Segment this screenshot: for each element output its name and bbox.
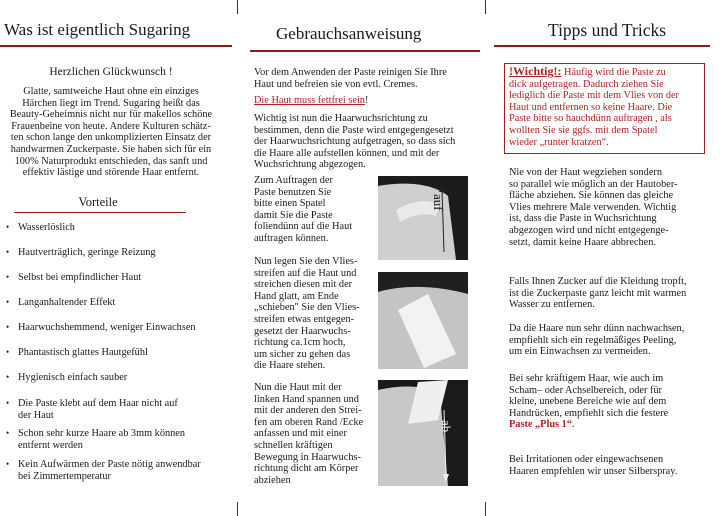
step-line: streichen diesen mit der: [254, 279, 353, 291]
photo-apply-paste: [378, 176, 468, 260]
advantage-text: • Langanhaltender Effekt: [18, 297, 116, 308]
tip-line: empfiehlt sich ein regelmäßiges Peeling,: [509, 334, 677, 346]
step-line: Hand glatt, am Ende: [254, 290, 339, 302]
tip-line: fläche abziehen. Sie können das gleiche: [509, 190, 674, 202]
direction-label-ab: ab: [439, 420, 454, 433]
important-line: Haut und entfernen so keine Haare. Die: [509, 101, 673, 113]
instruction-line: der Haarwuchsrichtung aufgetragen, so dass sich: [254, 136, 456, 148]
photo-place-strip: [378, 272, 468, 369]
tip-line: Handrücken, empfiehlt sich die festere: [509, 407, 669, 419]
col2-title-rule: [250, 50, 480, 52]
step-line: linken Hand spannen und: [254, 393, 359, 405]
tip-line: abgezogen wird und nicht entgegenge-: [509, 224, 669, 236]
product-name: Paste „Plus 1“: [509, 419, 572, 431]
instruction-line: bestimmen, denn die Paste wird entgegengesetzt: [254, 124, 454, 136]
intro-line: Beauty-Geheimnis nicht nur für makellos schöne: [9, 109, 213, 121]
advantage-item: [6, 372, 206, 384]
step-line: gesetzt der Haarwuchs-: [254, 325, 351, 337]
advantage-item: [6, 247, 206, 259]
step-line: schnellen kräftigen: [254, 439, 333, 451]
step-line: fen am oberen Rand /Ecke: [254, 416, 364, 428]
fold-mark: [237, 0, 238, 14]
advantage-text: • Phantastisch glattes Hautgefühl: [18, 347, 148, 358]
column-tips: [490, 0, 720, 516]
important-line-text: Häufig wird die Paste zu: [561, 67, 666, 78]
step-line: richtung ca.1cm hoch,: [254, 337, 346, 349]
important-line: wollten Sie sie ggfs. mit dem Spatel: [509, 124, 658, 136]
col3-title: Tipps und Tricks: [548, 20, 667, 40]
intro-line: ten schon lange den unkomplizierten Einsatz der: [10, 132, 212, 144]
step-line: bitte einen Spatel: [254, 198, 326, 210]
fold-mark: [485, 0, 486, 14]
step-line: damit Sie die Paste: [254, 209, 333, 221]
advantage-item: [6, 297, 206, 309]
advantage-text: • Wasserlöslich: [18, 222, 75, 233]
advantages-rule: [14, 212, 186, 213]
tip-line: ist die Zuckerpaste ganz leicht mit warmen: [509, 287, 687, 299]
step-line: Bewegung in Haarwuchs-: [254, 451, 361, 463]
tip-line: Da die Haare nun sehr dünn nachwachsen,: [509, 323, 685, 334]
photo-pull-strip: [378, 380, 468, 486]
column-intro: [0, 0, 232, 516]
important-line: Paste bitte so hauchdünn auftragen , als: [509, 113, 672, 125]
intro-line: handwarmen Zuckerpaste. Sie haben sich für ein: [10, 143, 212, 155]
tip-line: Falls Ihnen Zucker auf die Kleidung tropft,: [509, 276, 687, 287]
fold-mark: [237, 502, 238, 516]
tip-line: Scham– oder Achselbereich, oder für: [509, 384, 662, 396]
step-line: die Haare stehen.: [254, 360, 326, 372]
instruction-line: die Haare alle aufstellen können, und mit der: [254, 147, 440, 159]
step-line: auftragen können.: [254, 232, 329, 244]
greeting: Herzlichen Glückwunsch !: [49, 66, 173, 78]
advantage-text: • Schon sehr kurze Haare ab 3mm können: [18, 428, 185, 439]
advantage-text: • Haarwuchshemmend, weniger Einwachsen: [18, 322, 196, 333]
strip-photo-image: [378, 272, 468, 369]
advantage-text: entfernt werden: [18, 439, 83, 451]
col1-title: Was ist eigentlich Sugaring: [4, 20, 191, 39]
step3-text: [254, 382, 380, 486]
step-line: abziehen: [254, 474, 291, 486]
intro-line: Frauenbeine von heute. Andere Kulturen schätz-: [11, 120, 211, 132]
advantage-text: • Selbst bei empfindlicher Haut: [18, 272, 142, 283]
tip-line: setzt, damit keine Haare abbrechen.: [509, 236, 656, 248]
tip-line: Nie von der Haut wegziehen sondern: [509, 167, 662, 178]
tip-line: Vlies mehrere Male verwenden. Wichtig: [509, 201, 677, 213]
important-line: wieder „runter kratzen“.: [509, 136, 609, 148]
step-line: richtung dicht am Körper: [254, 463, 359, 475]
important-line: lediglich die Paste mit dem Vlies von der: [509, 90, 679, 102]
pull-photo-image: [378, 380, 468, 486]
instructions-p2: [254, 95, 478, 107]
fat-free-warning: Die Haut muss fettfrei sein: [254, 95, 365, 106]
leg-photo-image: [378, 176, 468, 260]
advantage-text: • Hygienisch einfach sauber: [18, 372, 128, 383]
important-line: [509, 66, 705, 79]
instructions-p3: [254, 113, 478, 171]
step-line: mit der anderen den Strei-: [254, 405, 362, 417]
step-line: streifen etwas entgegen-: [254, 313, 355, 325]
advantage-item: [6, 322, 206, 334]
important-text: [509, 66, 705, 148]
advantage-item: [6, 398, 206, 421]
tip-line: Wasser zu entfernen.: [509, 299, 595, 311]
tip-line: so parallel wie möglich an der Hautober-: [509, 178, 678, 190]
instruction-line: Haut und befreien sie von evtl. Cremes.: [254, 78, 418, 90]
advantage-item: [6, 272, 206, 284]
advantage-text: bei Zimmertemperatur: [18, 470, 111, 482]
intro-text: [0, 86, 222, 179]
col1-title-rule: [0, 45, 232, 47]
important-line: dick aufgetragen. Dadurch ziehen Sie: [509, 78, 664, 90]
step-line: „schieben" Sie den Vlies-: [254, 302, 360, 314]
product-suffix: .: [571, 419, 575, 431]
advantages-title: Vorteile: [78, 195, 118, 209]
tip-line: Bei Irritationen oder eingewachsenen: [509, 454, 664, 465]
tips-p2: [509, 276, 709, 311]
step-line: foliendünn auf die Haut: [254, 221, 353, 233]
advantage-text: • Hautverträglich, geringe Reizung: [18, 247, 156, 258]
advantage-text: der Haut: [18, 409, 54, 421]
intro-line: Härchen liegt im Trend. Sugaring heißt das: [22, 97, 200, 109]
intro-line: 100% Naturprodukt entschieden, das sanft und: [14, 155, 208, 167]
col2-title: Gebrauchsanweisung: [276, 24, 422, 43]
instructions-p1: [254, 67, 478, 90]
tip-line: ist, dass die Paste in Wuchsrichtung: [509, 213, 657, 225]
step-line: Nun legen Sie den Vlies-: [254, 256, 358, 267]
tip-line: Haaren empfehlen wir unser Silberspray.: [509, 465, 678, 477]
advantage-text: • Kein Aufwärmen der Paste nötig anwendbar: [18, 459, 201, 470]
advantage-item: [6, 428, 206, 451]
tip-line: um ein Einwachsen zu vermeiden.: [509, 346, 651, 358]
advantage-item: [6, 222, 206, 234]
step1-text: [254, 175, 380, 245]
tip-line: [509, 419, 709, 431]
advantage-text: • Die Paste klebt auf dem Haar nicht auf: [18, 398, 178, 409]
advantage-item: [6, 347, 206, 359]
tips-p4: [509, 373, 709, 431]
tips-p3: [509, 323, 709, 358]
intro-line: Glatte, samtweiche Haut ohne ein einziges: [23, 86, 199, 97]
fold-mark: [485, 502, 486, 516]
tip-line: Bei sehr kräftigem Haar, wie auch im: [509, 373, 664, 384]
step-line: Paste benutzen Sie: [254, 186, 332, 198]
instruction-line: Wichtig ist nun die Haarwuchsrichtung zu: [254, 113, 428, 124]
col3-title-rule: [494, 45, 710, 47]
step2-text: [254, 256, 380, 372]
step-line: anfassen und mit einer: [254, 428, 347, 440]
instruction-line: Wuchsrichtung abgezogen.: [254, 159, 366, 171]
tips-p1: [509, 167, 709, 248]
tips-p5: [509, 454, 709, 477]
step-line: um sicher zu gehen das: [254, 348, 351, 360]
step-line: Zum Auftragen der: [254, 175, 333, 186]
step-line: streifen auf die Haut und: [254, 267, 357, 279]
tip-line: kleine, unebene Bereiche wie auf dem: [509, 396, 667, 408]
direction-label-auf: auf: [431, 194, 446, 211]
fat-free-exclamation: !: [364, 95, 369, 106]
advantage-item: [6, 459, 206, 482]
column-instructions: [240, 0, 480, 516]
step-line: Nun die Haut mit der: [254, 382, 342, 393]
instruction-line: Vor dem Anwenden der Paste reinigen Sie Ihre: [254, 67, 447, 78]
important-label: !Wichtig!:: [509, 64, 562, 78]
intro-line: effektiv lästige und störende Haar entfernt.: [22, 167, 200, 179]
